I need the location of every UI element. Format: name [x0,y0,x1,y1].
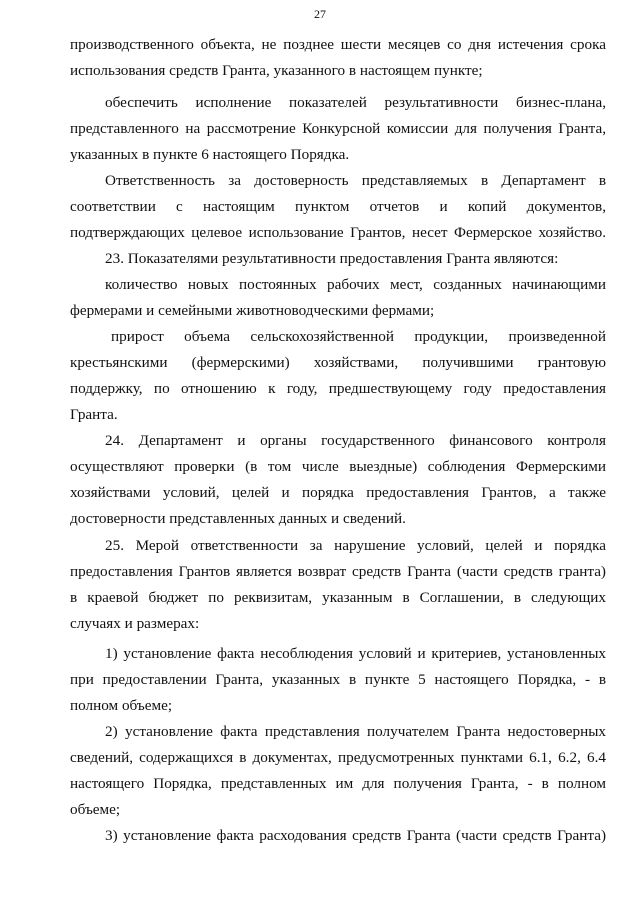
text-line: 25. Мерой ответственности за нарушение условий, целей и порядка [105,537,606,554]
text-line: Ответственность за достоверность представляемых в Департамент в [105,172,606,189]
text-line: соответствии с настоящим пунктом отчетов и копий документов, [70,198,606,215]
text-line: подтверждающих целевое использование Грантов, несет Фермерское хозяйство. [70,224,606,241]
text-line: поддержку, по отношению к году, предшествующему году предоставления [70,380,606,397]
text-line: производственного объекта, не позднее шести месяцев со дня истечения срока [70,36,606,53]
text-line: указанных в пункте 6 настоящего Порядка. [70,146,350,163]
text-line: представленного на рассмотрение Конкурсной комиссии для получения Гранта, [70,120,606,137]
text-line: предоставления Грантов является возврат средств Гранта (части средств гранта) [70,563,606,580]
text-line: при предоставлении Гранта, указанных в пункте 5 настоящего Порядка, - в [70,671,606,688]
text-line: обеспечить исполнение показателей результативности бизнес-плана, [105,94,606,111]
text-line: осуществляют проверки (в том числе выездные) соблюдения Фермерскими [70,458,606,475]
text-line: прирост объема сельскохозяйственной продукции, произведенной [111,328,606,345]
text-line: полном объеме; [70,697,173,714]
text-line: 24. Департамент и органы государственного финансового контроля [105,432,606,449]
page-number: 27 [314,7,326,21]
text-line: использования средств Гранта, указанного в настоящем пункте; [70,62,483,79]
text-line: крестьянскими (фермерскими) хозяйствами, получившими грантовую [70,354,606,371]
text-line: настоящего Порядка, представленных им для получения Гранта, - в полном [70,775,606,792]
text-line: 1) установление факта несоблюдения условий и критериев, установленных [105,645,606,662]
text-line: достоверности представленных данных и сведений. [70,510,406,527]
text-line: 2) установление факта представления получателем Гранта недостоверных [105,723,606,740]
text-line: 23. Показателями результативности предоставления Гранта являются: [105,250,559,267]
text-line: случаях и размерах: [70,615,200,632]
text-line: фермерами и семейными животноводческими фермами; [70,302,435,319]
text-line: объеме; [70,801,121,818]
text-line: хозяйствами условий, целей и порядка предоставления Грантов, а также [70,484,606,501]
text-line: количество новых постоянных рабочих мест, созданных начинающими [105,276,606,293]
text-line: Гранта. [70,406,118,423]
text-line: 3) установление факта расходования средств Гранта (части средств Гранта) [105,827,606,844]
text-line: в краевой бюджет по реквизитам, указанным в Соглашении, в следующих [70,589,606,606]
text-line: сведений, содержащихся в документах, предусмотренных пунктами 6.1, 6.2, 6.4 [70,749,606,766]
